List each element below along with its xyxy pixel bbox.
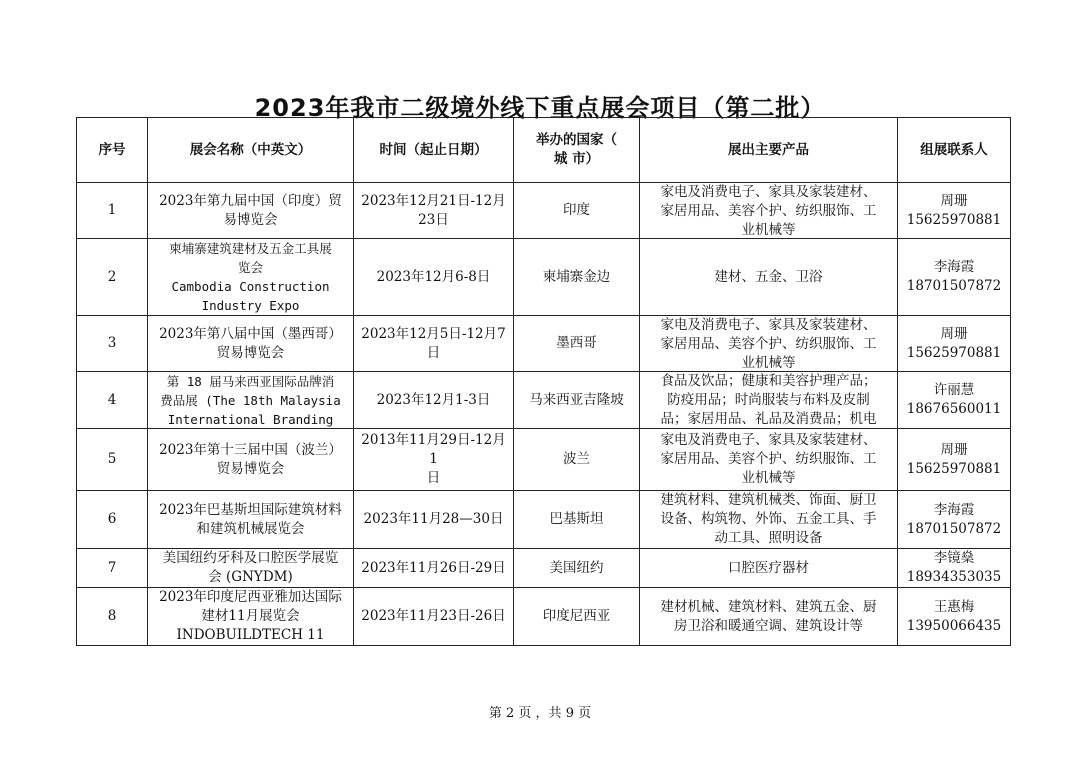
cell-contact: 周珊 15625970881 [898, 316, 1011, 372]
cell-products: 建材机械、建筑材料、建筑五金、厨 房卫浴和暖通空调、建筑设计等 [640, 588, 898, 646]
cell-time: 2023年12月21日-12月 23日 [354, 183, 514, 239]
header-products: 展出主要产品 [640, 118, 898, 183]
table-row [77, 183, 1011, 239]
cell-no: 2 [77, 239, 148, 316]
cell-no: 5 [77, 429, 148, 491]
cell-time: 2013年11月29日-12月1 日 [354, 429, 514, 491]
cell-time: 2023年12月5日-12月7 日 [354, 316, 514, 372]
cell-place: 波兰 [514, 429, 640, 491]
cell-no: 4 [77, 372, 148, 429]
table-row [77, 372, 1011, 429]
cell-time: 2023年12月6-8日 [354, 239, 514, 316]
table-row [77, 429, 1011, 491]
cell-contact: 李海霞 18701507872 [898, 239, 1011, 316]
cell-products: 食品及饮品；健康和美容护理产品； 防疫用品；时尚服装与布料及皮制 品；家居用品、礼品及消费品；机电 [640, 372, 898, 429]
cell-products: 家电及消费电子、家具及家装建材、 家居用品、美容个护、纺织服饰、工 业机械等 [640, 429, 898, 491]
cell-name: 2023年巴基斯坦国际建筑材料 和建筑机械展览会 [148, 491, 354, 549]
page-title: 2023年我市二级境外线下重点展会项目（第二批） [254, 94, 826, 122]
table-row [77, 239, 1011, 316]
cell-time: 2023年12月1-3日 [354, 372, 514, 429]
cell-name: 2023年第十三届中国（波兰） 贸易博览会 [148, 429, 354, 491]
cell-place: 马来西亚吉隆坡 [514, 372, 640, 429]
cell-contact: 王惠梅 13950066435 [898, 588, 1011, 646]
cell-name: 2023年第九届中国（印度）贸 易博览会 [148, 183, 354, 239]
cell-contact: 周珊 15625970881 [898, 183, 1011, 239]
cell-time: 2023年11月28—30日 [354, 491, 514, 549]
header-no: 序号 [77, 118, 148, 183]
table-row [77, 316, 1011, 372]
table-row [77, 588, 1011, 646]
cell-place: 印度尼西亚 [514, 588, 640, 646]
cell-products: 家电及消费电子、家具及家装建材、 家居用品、美容个护、纺织服饰、工 业机械等 [640, 183, 898, 239]
table-row [77, 491, 1011, 549]
header-place: 举办的国家（ 城 市） [514, 118, 640, 183]
exhibition-table [76, 117, 1011, 646]
cell-place: 印度 [514, 183, 640, 239]
cell-products: 建筑材料、建筑机械类、饰面、厨卫 设备、构筑物、外饰、五金工具、手 动工具、照明设备 [640, 491, 898, 549]
cell-time: 2023年11月23日-26日 [354, 588, 514, 646]
cell-name: 2023年印度尼西亚雅加达国际 建材11月展览会 INDOBUILDTECH 11 [148, 588, 354, 646]
cell-no: 8 [77, 588, 148, 646]
cell-place: 美国纽约 [514, 549, 640, 588]
table-header-row [77, 118, 1011, 183]
cell-no: 3 [77, 316, 148, 372]
cell-products: 口腔医疗器材 [640, 549, 898, 588]
cell-products: 家电及消费电子、家具及家装建材、 家居用品、美容个护、纺织服饰、工 业机械等 [640, 316, 898, 372]
cell-contact: 许丽慧 18676560011 [898, 372, 1011, 429]
cell-contact: 李海霞 18701507872 [898, 491, 1011, 549]
cell-name: 第 18 届马来西亚国际品牌消 费品展 (The 18th Malaysia International Branding [148, 372, 354, 429]
cell-name: 柬埔寨建筑建材及五金工具展 览会 Cambodia Construction Industry Expo [148, 239, 354, 316]
cell-name: 2023年第八届中国（墨西哥） 贸易博览会 [148, 316, 354, 372]
cell-no: 1 [77, 183, 148, 239]
header-name: 展会名称（中英文） [148, 118, 354, 183]
cell-place: 柬埔寨金边 [514, 239, 640, 316]
cell-contact: 李镜燊 18934353035 [898, 549, 1011, 588]
header-time: 时间（起止日期） [354, 118, 514, 183]
cell-place: 墨西哥 [514, 316, 640, 372]
cell-place: 巴基斯坦 [514, 491, 640, 549]
cell-time: 2023年11月26日-29日 [354, 549, 514, 588]
header-contact: 组展联系人 [898, 118, 1011, 183]
cell-name: 美国纽约牙科及口腔医学展览 会 (GNYDM) [148, 549, 354, 588]
cell-products: 建材、五金、卫浴 [640, 239, 898, 316]
cell-no: 7 [77, 549, 148, 588]
page-footer: 第 2 页 ，共 9 页 [488, 706, 592, 721]
table-row [77, 549, 1011, 588]
cell-no: 6 [77, 491, 148, 549]
cell-contact: 周珊 15625970881 [898, 429, 1011, 491]
